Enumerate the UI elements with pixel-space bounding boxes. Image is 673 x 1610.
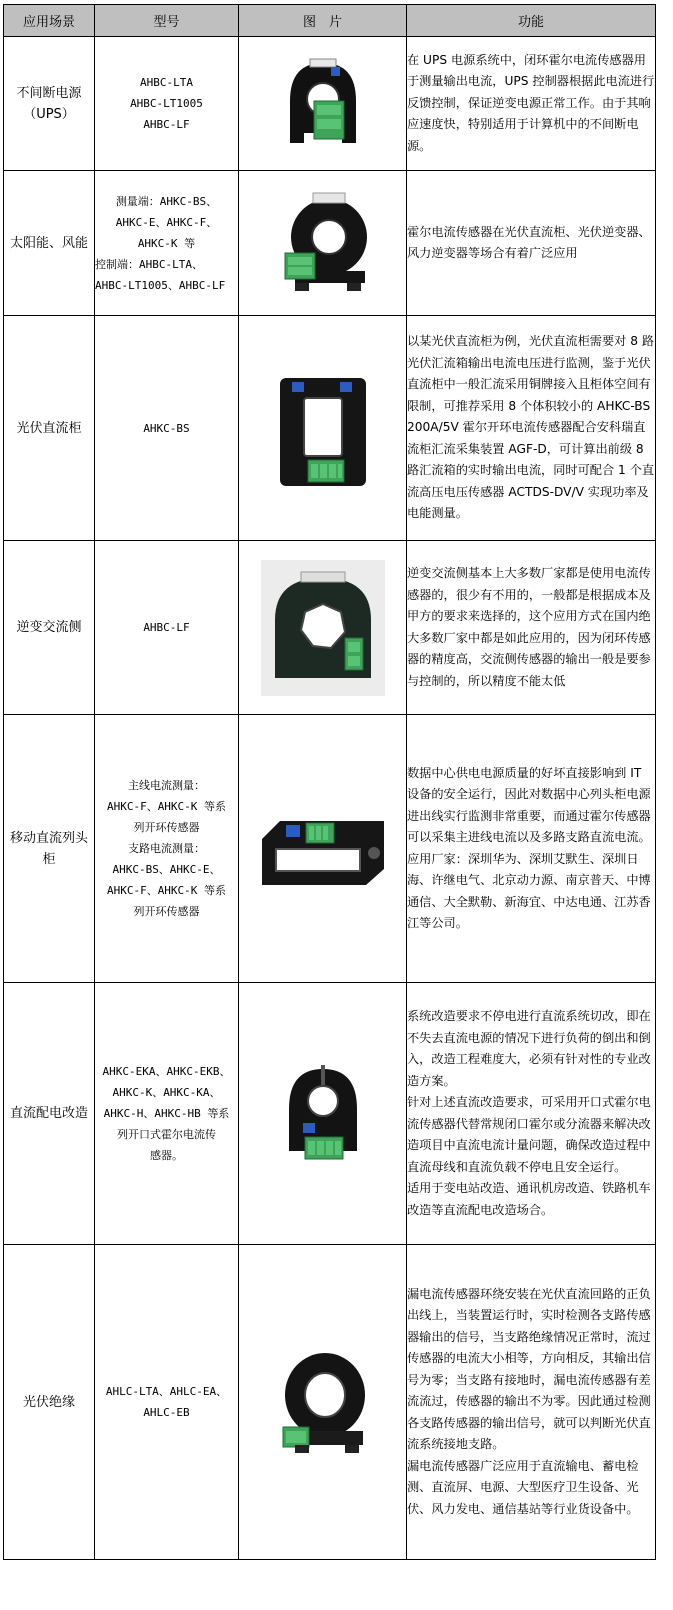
flat-split-core-sensor-icon (258, 809, 388, 889)
picture-cell (239, 541, 407, 715)
model-line: AHKC-BS (143, 421, 190, 435)
function-cell (407, 541, 656, 715)
function-paragraph: 在 UPS 电源系统中，闭环霍尔电流传感器用于测量输出电流，UPS 控制器根据此电流进行反馈控制，保证逆变电源正常工作。由于其响应速度快，特别适用于计算机中的不间断电源。 (407, 52, 655, 153)
model-line: AHKC-K 等 (137, 236, 196, 250)
model-line: AHKC-EKA、AHKC-EKB、 (102, 1065, 231, 1078)
scene-cell (4, 316, 95, 541)
header-scene: 应用场景 (4, 5, 95, 37)
table-row-solar-wind (4, 171, 656, 316)
function-paragraph: 漏电流传感器广泛应用于直流输电、蓄电检测、直流屏、电源、大型医疗卫生设备、光伏、风力发电、通信基站等行业货设备中。 (407, 1458, 639, 1516)
table-row-inverter-ac (4, 541, 656, 715)
function-paragraph: 适用于变电站改造、通讯机房改造、铁路机车改造等直流配电改造场合。 (407, 1181, 651, 1217)
large-hall-sensor-icon (261, 560, 385, 696)
open-loop-box-sensor-icon (274, 364, 372, 492)
model-line: AHBC-LTA (140, 76, 193, 89)
function-paragraph: 霍尔电流传感器在光伏直流柜、光伏逆变器、风力逆变器等场合有着广泛应用 (407, 224, 651, 260)
leakage-current-sensor-icon (275, 1347, 371, 1457)
function-paragraph: 应用厂家：深圳华为、深圳艾默生、深圳日海、许继电气、北京动力源、南京普天、中博通信、大全默勒、新海宜、中达电通、江苏香江等公司。 (407, 851, 651, 930)
function-paragraph: 逆变交流侧基本上大多数厂家都是使用电流传感器的，很少有不用的，一般都是根据成本及甲方的要求来选择的，这个应用方式在国内绝大多数厂家中都是如此应用的，因为闭环传感器的精度高，交流侧传感器的输出一般是要参与控制的，所以精度不能太低 (407, 566, 651, 688)
closed-loop-hall-sensor-icon (284, 55, 362, 153)
function-cell (407, 37, 656, 171)
picture-cell (239, 316, 407, 541)
function-paragraph: 系统改造要求不停电进行直流系统切改，即在不失去直流电源的情况下进行负荷的倒出和倒入，改造工程难度大，必须有针对性的专业改造方案。 (407, 1009, 651, 1088)
table-row-dc-retrofit (4, 983, 656, 1245)
function-paragraph: 以某光伏直流柜为例，光伏直流柜需要对 8 路光伏汇流箱输出电流电压进行监测，鉴于光伏直流柜中一般汇流采用铜牌接入且柜体空间有限制，可推荐采用 8 个体积较小的 AHKC-BS 200A/5V 霍尔开环电流传感器配合安科瑞直流柜汇流采集装置 AGF-D，可计算出前级 8 路汇流箱的实时输出电流，同时可配合 1 个直流高压电压传感器 ACTDS-DV/V 实现功率及电能测量。 (407, 334, 655, 521)
scene-cell (4, 983, 95, 1245)
function-cell (407, 715, 656, 983)
scene-line: （UPS） (23, 106, 75, 122)
header-model: 型号 (95, 5, 239, 37)
function-cell (407, 1245, 656, 1560)
application-table (3, 4, 656, 1560)
scene-line: 逆变交流侧 (16, 620, 82, 635)
model-cell (95, 1245, 239, 1560)
picture-cell (239, 1245, 407, 1560)
model-cell (95, 541, 239, 715)
header-function: 功能 (407, 5, 656, 37)
model-line: 测量端：AHKC-BS、 (115, 194, 218, 208)
scene-line: 柜 (42, 851, 56, 867)
model-line: AHKC-BS、AHKC-E、 (112, 863, 221, 876)
scene-cell (4, 541, 95, 715)
function-paragraph: 数据中心供电电源质量的好坏直接影响到 IT 设备的安全运行，因此对数据中心列头柜电源进出线实行监测非常重要，而通过霍尔传感器可以采集主进线电流以及多路支路直流电流。 (407, 765, 651, 844)
round-hall-sensor-icon (275, 189, 371, 297)
function-cell (407, 171, 656, 316)
model-line: 列开环传感器 (133, 905, 200, 918)
model-cell (95, 983, 239, 1245)
function-cell (407, 983, 656, 1245)
model-line: 列开口式霍尔电流传 (117, 1128, 216, 1141)
scene-line: 不间断电源 (16, 85, 82, 101)
scene-cell (4, 171, 95, 316)
scene-line: 光伏绝缘 (22, 1394, 75, 1410)
model-cell (95, 715, 239, 983)
split-core-hall-sensor-icon (279, 1061, 367, 1167)
model-line: AHKC-F、AHKC-K 等系 (106, 884, 227, 897)
function-cell (407, 316, 656, 541)
model-line: 感器。 (150, 1149, 183, 1162)
scene-line: 直流配电改造 (9, 1106, 88, 1121)
model-line: AHKC-H、AHKC-HB 等系 (103, 1107, 230, 1120)
model-cell (95, 37, 239, 171)
model-line: 控制端：AHBC-LTA、 (95, 257, 203, 271)
model-line: AHLC-EB (143, 1406, 190, 1419)
model-line: AHKC-K、AHKC-KA、 (112, 1086, 221, 1099)
model-cell (95, 316, 239, 541)
scene-cell (4, 1245, 95, 1560)
model-line: AHKC-F、AHKC-K 等系 (106, 800, 227, 813)
function-paragraph: 漏电流传感器环绕安装在光伏直流回路的正负出线上，当装置运行时，实时检测各支路传感器输出的信号，当支路绝缘情况正常时，流过传感器的电流大小相等，方向相反，其输出信号为零；当支路有接地时，漏电流传感器有差流流过，传感器的输出不为零。因此通过检测各支路传感器的输出信号，就可以判断光伏直流系统接地支路。 (407, 1286, 651, 1452)
table-row-ups (4, 37, 656, 171)
model-line: 支路电流测量： (128, 842, 205, 855)
model-line: AHKC-E、AHKC-F、 (115, 215, 218, 229)
table-row-pv-dc-cabinet (4, 316, 656, 541)
model-line: 主线电流测量： (128, 779, 205, 792)
scene-cell (4, 715, 95, 983)
table-row-mobile-dc (4, 715, 656, 983)
model-line: AHBC-LT1005、AHBC-LF (95, 278, 226, 292)
picture-cell (239, 715, 407, 983)
model-line: AHBC-LT1005 (130, 97, 203, 110)
picture-cell (239, 37, 407, 171)
function-paragraph: 针对上述直流改造要求，可采用开口式霍尔电流传感器代替常规闭口霍尔或分流器来解决改造项目中直流电流计量问题，确保改造过程中直流母线和直流负载不停电且安全运行。 (407, 1095, 651, 1174)
scene-line: 移动直流列头 (9, 830, 88, 846)
model-line: 列开环传感器 (133, 821, 200, 834)
scene-line: 光伏直流柜 (16, 420, 82, 436)
picture-cell (239, 171, 407, 316)
model-cell (95, 171, 239, 316)
picture-cell (239, 983, 407, 1245)
header-row (4, 5, 656, 37)
scene-cell (4, 37, 95, 171)
table-row-pv-insulation (4, 1245, 656, 1560)
model-line: AHBC-LF (143, 621, 190, 634)
model-line: AHBC-LF (143, 118, 190, 131)
header-picture: 图 片 (239, 5, 407, 37)
model-line: AHLC-LTA、AHLC-EA、 (105, 1385, 228, 1398)
scene-line: 太阳能、风能 (9, 235, 88, 251)
